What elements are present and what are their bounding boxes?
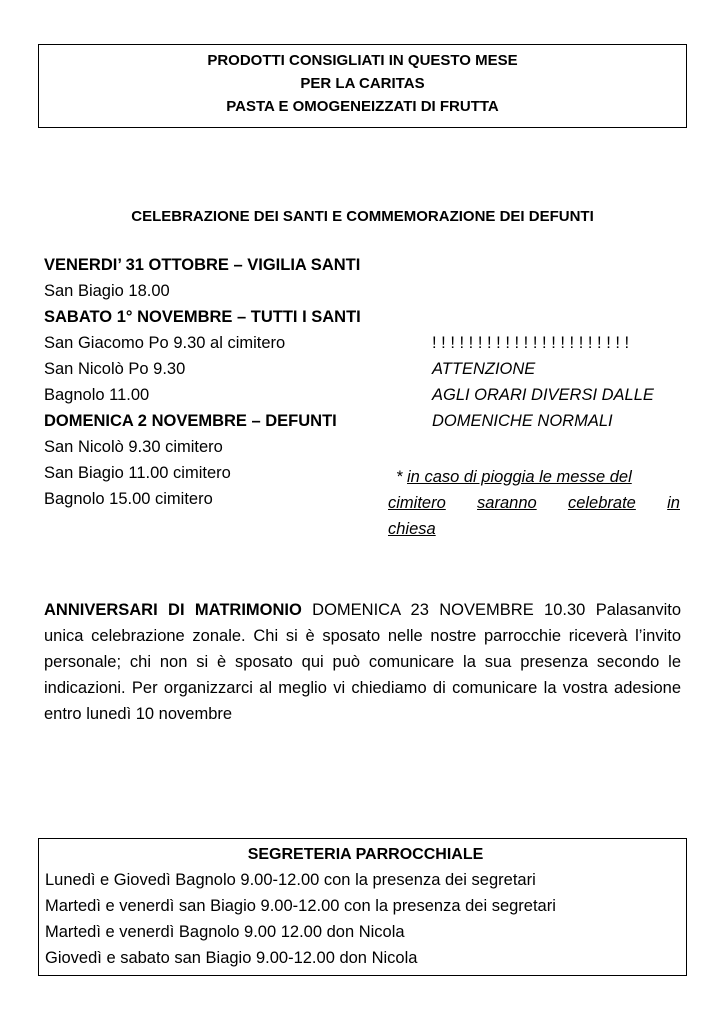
rain-note-word: cimitero bbox=[388, 494, 446, 512]
celebration-title: CELEBRAZIONE DEI SANTI E COMMEMORAZIONE DEI DEFUNTI bbox=[131, 208, 594, 225]
exclamation-row: ! ! ! ! ! ! ! ! ! ! ! ! ! ! ! ! ! ! ! ! ! ! bbox=[432, 334, 630, 352]
schedule-day-heading: DOMENICA 2 NOVEMBRE – DEFUNTI bbox=[44, 412, 337, 430]
schedule-item: Bagnolo 11.00 bbox=[44, 386, 150, 404]
attention-line: ATTENZIONE bbox=[432, 360, 536, 378]
secretariat-row: Martedì e venerdì Bagnolo 9.00 12.00 don Nicola bbox=[45, 923, 405, 941]
rain-note-word: saranno bbox=[477, 494, 537, 512]
secretariat-box bbox=[38, 838, 687, 976]
attention-note bbox=[432, 330, 692, 434]
caritas-box bbox=[38, 44, 687, 128]
caritas-line: PRODOTTI CONSIGLIATI IN QUESTO MESE bbox=[207, 52, 518, 69]
rain-note-text: in caso di pioggia le messe del bbox=[407, 468, 632, 486]
schedule-item: San Giacomo Po 9.30 al cimitero bbox=[44, 334, 286, 352]
caritas-line: PASTA E OMOGENEIZZATI DI FRUTTA bbox=[226, 98, 499, 115]
celebration-schedule bbox=[44, 252, 404, 512]
schedule-item: San Nicolò 9.30 cimitero bbox=[44, 438, 223, 456]
rain-note bbox=[388, 464, 680, 542]
schedule-item: San Nicolò Po 9.30 bbox=[44, 360, 186, 378]
rain-note-line bbox=[388, 490, 680, 516]
secretariat-title: SEGRETERIA PARROCCHIALE bbox=[247, 846, 484, 863]
schedule-item: San Biagio 11.00 cimitero bbox=[44, 464, 231, 482]
schedule-item: San Biagio 18.00 bbox=[44, 282, 170, 300]
anniversary-text: DOMENICA 23 NOVEMBRE 10.30 Palasanvito unica celebrazione zonale. Chi si è sposato nelle nostre parrocchie riceverà l’invito personale; chi non si è sposato qui può comunicare la sua presenza secondo le indicazioni. Per organizzarci al meglio vi chiediamo di comunicare la vostra adesione entro lunedì 10 novembre bbox=[44, 601, 682, 723]
rain-note-star: * bbox=[396, 468, 408, 486]
attention-line: AGLI ORARI DIVERSI DALLE bbox=[432, 386, 654, 404]
secretariat-row: Giovedì e sabato san Biagio 9.00-12.00 don Nicola bbox=[45, 949, 418, 967]
schedule-item: Bagnolo 15.00 cimitero bbox=[44, 490, 213, 508]
attention-line: DOMENICHE NORMALI bbox=[432, 412, 613, 430]
secretariat-row: Lunedì e Giovedì Bagnolo 9.00-12.00 con la presenza dei segretari bbox=[45, 871, 536, 889]
schedule-day-heading: VENERDI’ 31 OTTOBRE – VIGILIA SANTI bbox=[44, 256, 361, 274]
rain-note-word: celebrate bbox=[567, 494, 636, 512]
rain-note-line bbox=[388, 516, 680, 542]
rain-note-word: in bbox=[667, 494, 680, 512]
rain-note-line bbox=[388, 464, 680, 490]
secretariat-row: Martedì e venerdì san Biagio 9.00-12.00 con la presenza dei segretari bbox=[45, 897, 556, 915]
caritas-line: PER LA CARITAS bbox=[300, 75, 425, 92]
rain-note-text: chiesa bbox=[388, 520, 436, 538]
anniversary-heading: ANNIVERSARI DI MATRIMONIO bbox=[44, 601, 302, 619]
anniversary-paragraph bbox=[44, 597, 681, 727]
schedule-day-heading: SABATO 1° NOVEMBRE – TUTTI I SANTI bbox=[44, 308, 361, 326]
